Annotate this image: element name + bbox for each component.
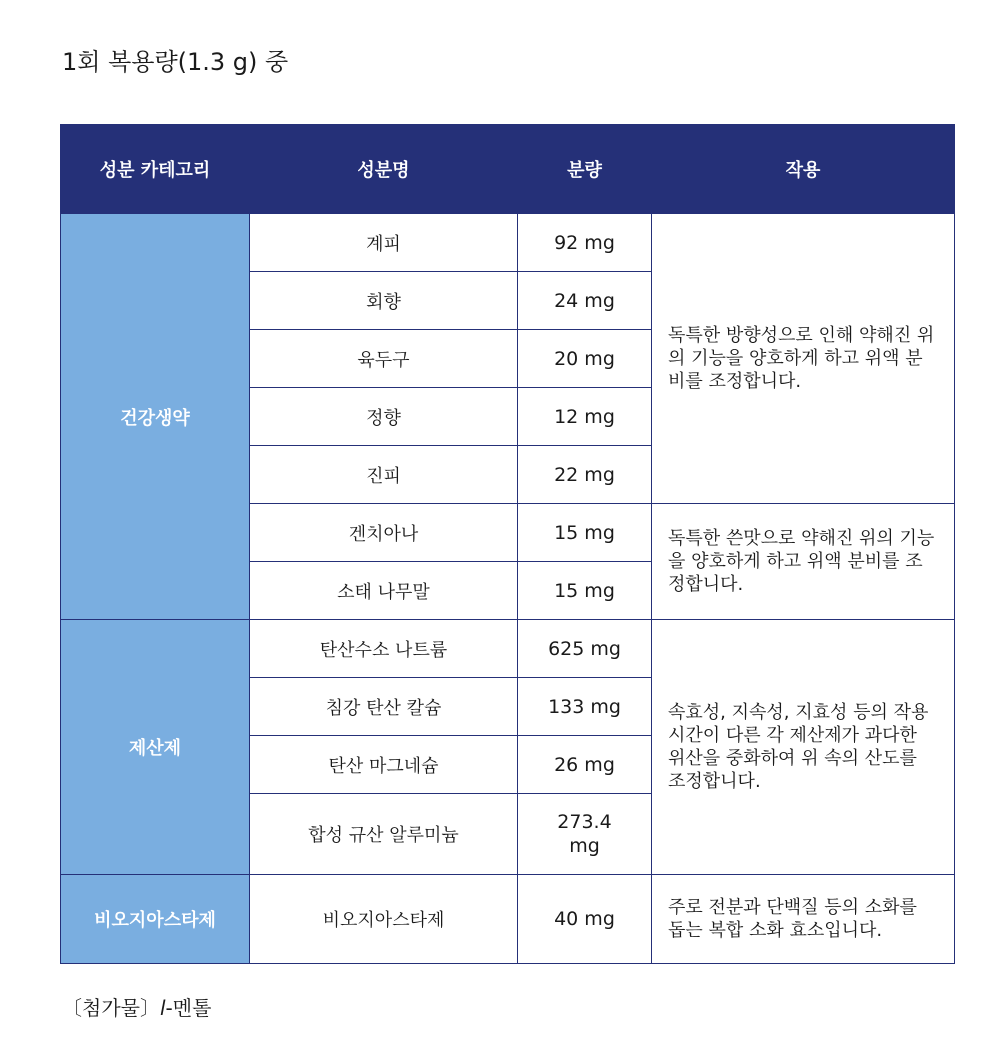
page-title: 1회 복용량(1.3 g) 중 <box>62 48 289 76</box>
table-row <box>61 620 955 678</box>
ingredients-table <box>60 124 955 964</box>
footnote-italic-prefix: l <box>159 996 166 1020</box>
footnote-text: -멘톨 <box>165 996 212 1020</box>
ingredient-amount: 40 mg <box>518 875 652 964</box>
ingredient-name: 탄산 마그네슘 <box>250 736 518 794</box>
ingredient-name: 겐치아나 <box>250 504 518 562</box>
category-cell: 비오지아스타제 <box>61 875 250 964</box>
effect-cell: 속효성, 지속성, 지효성 등의 작용 시간이 다른 각 제산제가 과다한 위산을 중화하여 위 속의 산도를 조정합니다. <box>652 620 955 875</box>
ingredient-amount: 20 mg <box>518 330 652 388</box>
table-row <box>61 214 955 272</box>
ingredient-name: 정향 <box>250 388 518 446</box>
ingredient-amount: 22 mg <box>518 446 652 504</box>
ingredient-name: 회향 <box>250 272 518 330</box>
effect-cell: 독특한 방향성으로 인해 약해진 위의 기능을 양호하게 하고 위액 분비를 조정합니다. <box>652 214 955 504</box>
ingredient-amount: 92 mg <box>518 214 652 272</box>
ingredient-amount: 15 mg <box>518 504 652 562</box>
ingredient-amount <box>518 794 652 875</box>
header-amount: 분량 <box>518 125 652 214</box>
ingredient-amount-text: 273.4 mg <box>557 811 612 857</box>
category-cell: 제산제 <box>61 620 250 875</box>
ingredient-amount: 26 mg <box>518 736 652 794</box>
ingredient-name: 육두구 <box>250 330 518 388</box>
ingredient-name: 합성 규산 알루미늄 <box>250 794 518 875</box>
effect-cell: 독특한 쓴맛으로 약해진 위의 기능을 양호하게 하고 위액 분비를 조정합니다. <box>652 504 955 620</box>
ingredient-name: 계피 <box>250 214 518 272</box>
header-effect: 작용 <box>652 125 955 214</box>
ingredient-name: 진피 <box>250 446 518 504</box>
ingredient-amount: 625 mg <box>518 620 652 678</box>
ingredient-amount: 12 mg <box>518 388 652 446</box>
table-header-row <box>61 125 955 214</box>
table-row <box>61 875 955 964</box>
ingredient-name: 소태 나무말 <box>250 562 518 620</box>
ingredient-name: 침강 탄산 칼슘 <box>250 678 518 736</box>
ingredient-amount: 15 mg <box>518 562 652 620</box>
header-ingredient-name: 성분명 <box>250 125 518 214</box>
header-category: 성분 카테고리 <box>61 125 250 214</box>
footnote <box>62 992 211 1024</box>
ingredient-name: 탄산수소 나트륨 <box>250 620 518 678</box>
ingredient-amount: 133 mg <box>518 678 652 736</box>
effect-cell: 주로 전분과 단백질 등의 소화를 돕는 복합 소화 효소입니다. <box>652 875 955 964</box>
ingredient-name: 비오지아스타제 <box>250 875 518 964</box>
category-cell: 건강생약 <box>61 214 250 620</box>
footnote-label: 〔첨가물〕 <box>62 996 160 1020</box>
ingredient-amount: 24 mg <box>518 272 652 330</box>
